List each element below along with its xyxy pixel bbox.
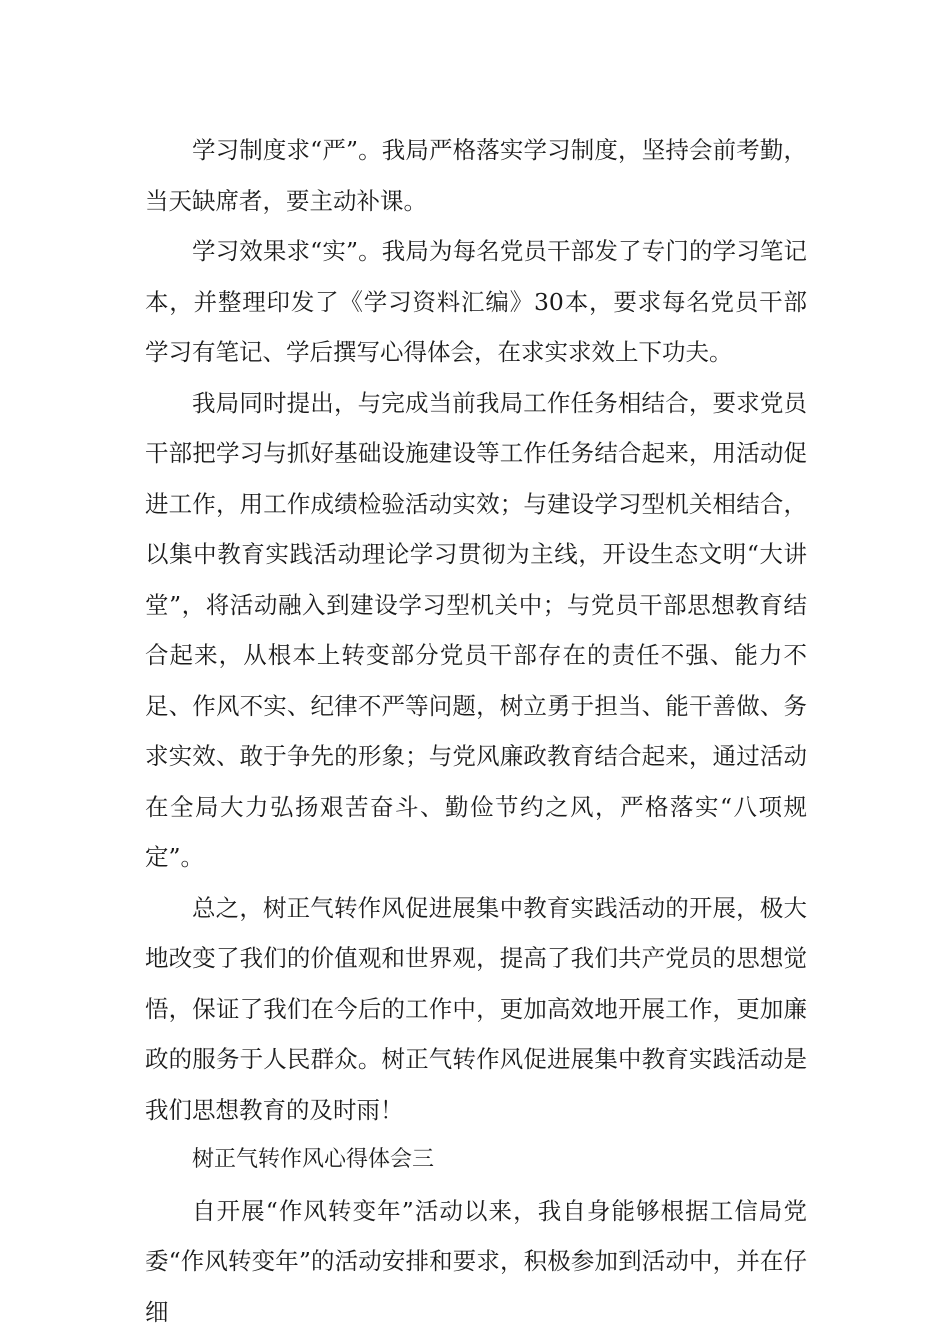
paragraph-study-effect: 学习效果求“实”。我局为每名党员干部发了专门的学习笔记本，并整理印发了《学习资料汇编》30本，要求每名党员干部学习有笔记、学后撰写心得体会，在求实求效上下功夫。 <box>145 237 807 366</box>
section-heading: 树正气转作风心得体会三 <box>192 1147 435 1172</box>
paragraph-conclusion: 总之，树正气转作风促进展集中教育实践活动的开展，极大地改变了我们的价值观和世界观，提高了我们共产党员的思想觉悟，保证了我们在今后的工作中，更加高效地开展工作，更加廉政的服务于人民群众。树正气转作风促进展集中教育实践活动是我们思想教育的及时雨！ <box>145 893 807 1124</box>
paragraph-study-system: 学习制度求“严”。我局严格落实学习制度，坚持会前考勤，当天缺席者，要主动补课。 <box>145 136 807 215</box>
document-body <box>145 125 807 1337</box>
paragraph-section-three-intro: 自开展“作风转变年”活动以来，我自身能够根据工信局党委“作风转变年”的活动安排和要求，积极参加到活动中，并在仔细 <box>145 1196 807 1326</box>
paragraph-combination: 我局同时提出，与完成当前我局工作任务相结合，要求党员干部把学习与抓好基础设施建设等工作任务结合起来，用活动促进工作，用工作成绩检验活动实效；与建设学习型机关相结合，以集中教育实践活动理论学习贯彻为主线，开设生态文明“大讲堂”，将活动融入到建设学习型机关中；与党员干部思想教育结合起来，从根本上转变部分党员干部存在的责任不强、能力不足、作风不实、纪律不严等问题，树立勇于担当、能干善做、务求实效、敢于争先的形象；与党风廉政教育结合起来，通过活动在全局大力弘扬艰苦奋斗、勤俭节约之风，严格落实“八项规定”。 <box>145 388 807 871</box>
